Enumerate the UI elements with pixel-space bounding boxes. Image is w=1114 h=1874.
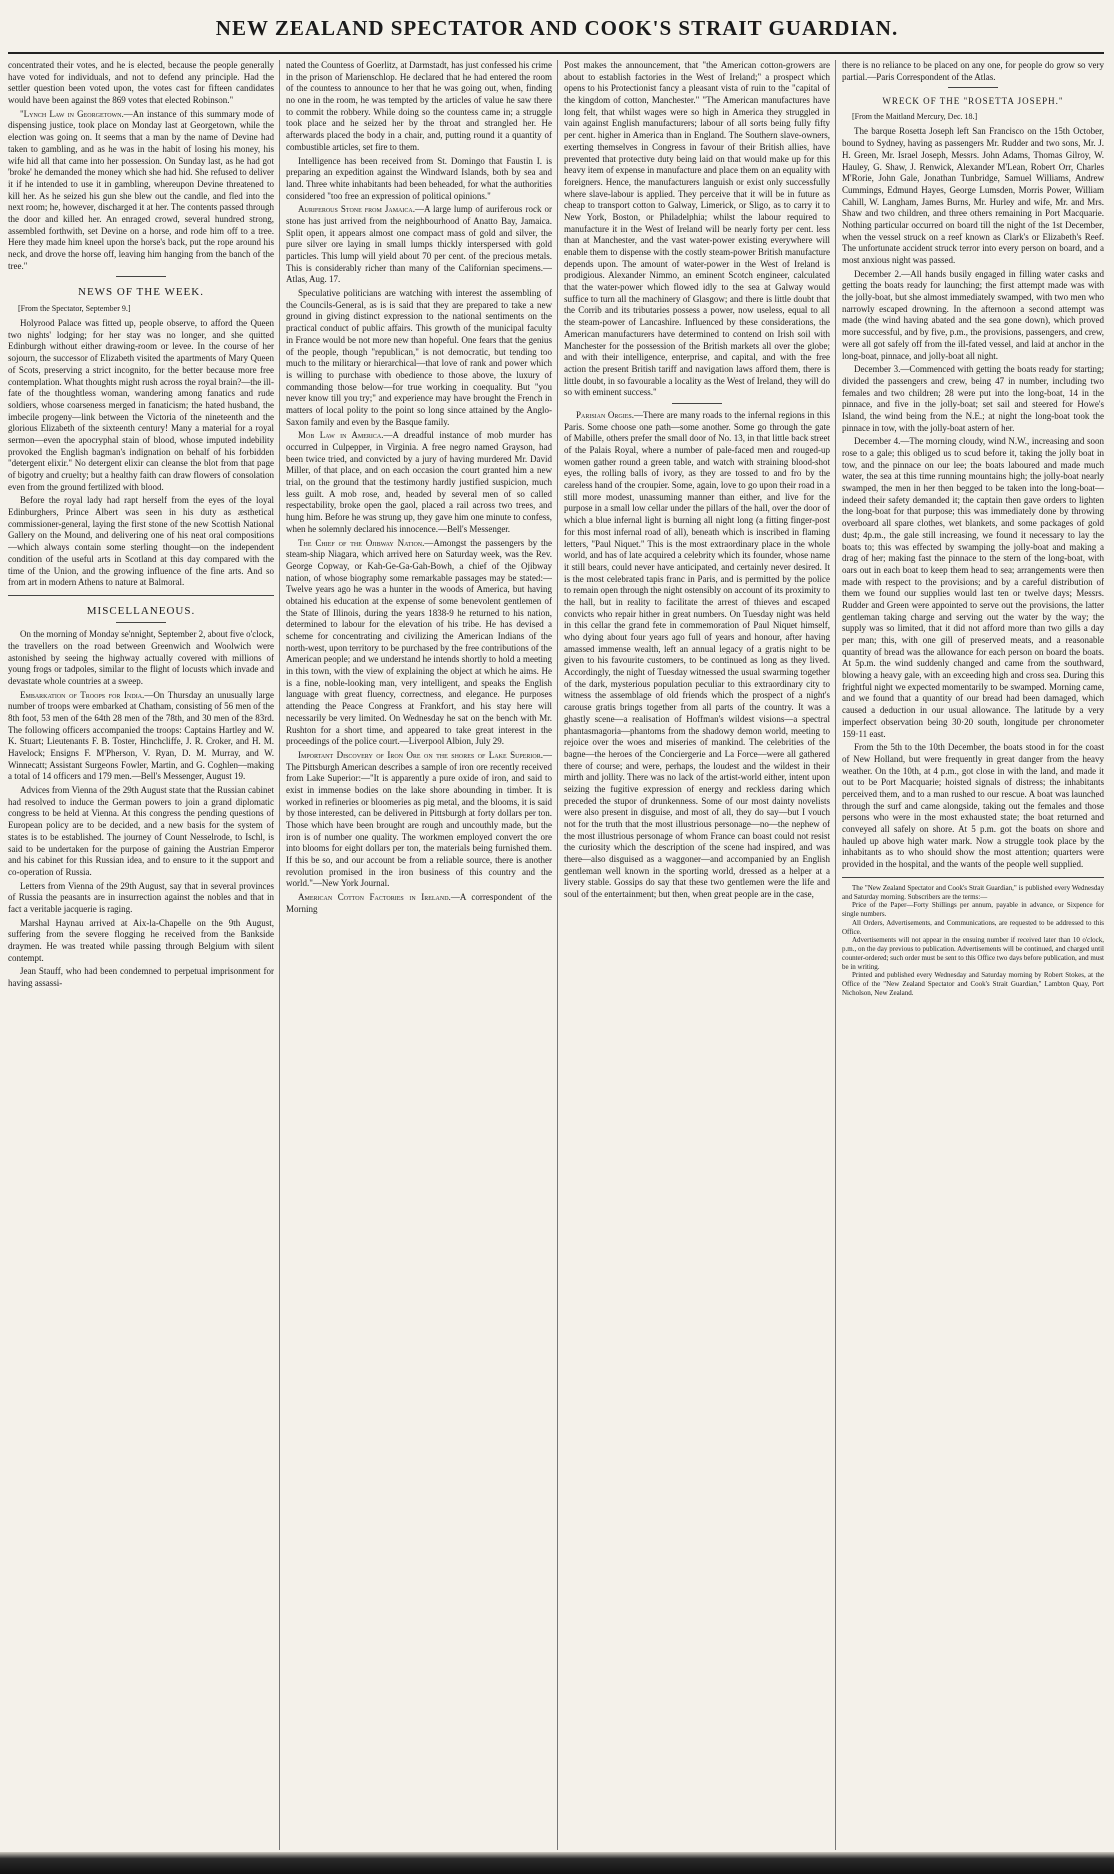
article-text: —An instance of this summary mode of dispensing justice, took place on Monday last at Georgetown, while the election was going on. It seems that a man by the name of Devine had taken to gambling, and as he was in the habit of losing his money, his wife hid all that came into her possession. On Sunday last, as he had got 'broke' he demanded the money which she had hid. She refused to deliver it if he intended to use it in gambling, whereupon Devine threatened to kill her. As he seized his gun she blew out the candle, and fled into the next room; he, however, discharged it at her. The contents passed through the door and killed her. An enraged crowd, several hundred strong, assembled forthwith, set Devine on a horse, and rode him off to a tree. Here they made him kneel upon the horse's back, put the rope around his neck, and drove the horse off, leaving him hanging from the banch of the tree.": [8, 108, 274, 271]
article-paragraph: Before the royal lady had rapt herself from the eyes of the loyal Edinburghers, Prince Albert was seen in his duty as æsthetical commissioner-general, laying the first stone of the new Scottish National Gallery on the Mound, and delivering one of his neat oral compositions—which always contain some sterling thought—on the independent condition of the useful arts in Scotland at this day compared with the time of the Union, and the growing influence of the fine arts. And so from art in modern Athens to nature at Balmoral.: [8, 495, 274, 588]
article-paragraph: The barque Rosetta Joseph left San Francisco on the 15th October, bound to Sydney, having as passengers Mr. Rudder and two sons, Mr. J. H. Green, Mr. Israel Joseph, Messrs. John Adams, Thomas Gilroy, W. Hauley, G. Shaw, J. Renwick, Alexander M'Lean, Robert Orr, Charles M'Rorie, John Gale, Jonathan Tunbridge, Samuel Williams, Andrew Cummings, Edmund Hayes, George Lumsden, Morris Power, William Cahill, W. Langham, James Burns, Mr. Hurley and wife, Mr. and Mrs. Shaw and two children, and three others remaining in Port Macquarie. Nothing particular occurred on board till the night of the 1st December, when the vessel struck on a reef known as Clark's or Elizabeth's Reef. The unfortunate accident struck terror into every person on board, and a most anxious night was passed.: [842, 126, 1104, 266]
article-text: —Amongst the passengers by the steam-ship Niagara, which arrived here on Saturday week, was the Rev. George Copway, or Kah-Ge-Ga-Gah-Bowh, a chief of the Ojibway nation, of whose biography some remarkable passages may be stated:—Twelve years ago he was a hunter in the woods of America, but having obtained his education at the expense of some benevolent gentlemen of the State of Illinois, during the years 1838-9 he returned to his nation, determined to labour for the elevation of his tribe. He has devised a scheme for concentrating and civilizing the American Indians of the north-west, upon territory to be purchased by the free contributions of the American people; and we understand he intends shortly to hold a meeting in this town, with the view of explaining the object at which he aims. He is a fine, noble-looking man, very intelligent, and speaks the English language with great fluency, correctness, and elegance. He purposes attending the Peace Congress at Frankfort, and his stay here will necessarily be very limited. On Wednesday he sat on the bench with Mr. Rushton for a short time, and appeared to take great interest in the proceedings of the police court.—Liverpool Albion, July 29.: [286, 537, 552, 747]
masthead: NEW ZEALAND SPECTATOR AND COOK'S STRAIT GUARDIAN.: [215, 16, 899, 40]
article-paragraph: On the morning of Monday se'nnight, September 2, about five o'clock, the travellers on the road between Greenwich and Woolwich were astonished by seeing the highway actually covered with millions of young frogs or tadpoles, similar to the flight of locusts which invade and devastate whole countries at a sweep.: [8, 629, 274, 686]
imprint-line: All Orders, Advertisements, and Communications, are requested to be addressed to this Office.: [842, 918, 1104, 936]
run-in-heading: American Cotton Factories in Ireland.: [298, 892, 451, 903]
divider: [948, 87, 998, 88]
divider: [116, 622, 166, 623]
article-paragraph: December 2.—All hands busily engaged in filling water casks and getting the boats ready for launching; the first attempt made was with the jolly-boat, but she almost immediately swamped, with two men who narrowly escaped drowning. In the afternoon a second attempt was made (the wind having abated and the sea gone down), which proved more successful, and by five, p.m., the provisions, passengers, and crew, were all got safely off from the ill-fated vessel, and laid at anchor in the long-boat, pinnace, and jolly-boat all night.: [842, 268, 1104, 361]
column-divider: [835, 60, 836, 1850]
article-paragraph: Intelligence has been received from St. Domingo that Faustin I. is preparing an expedition against the Windward Islands, both by sea and land. Three white inhabitants had been beheaded, for what the authorities considered "too free an expression of political opinions.": [286, 155, 552, 201]
run-in-heading: The Chief of the Ojibway Nation.: [298, 537, 425, 548]
article-paragraph: [8, 109, 274, 273]
article-paragraph: concentrated their votes, and he is elected, because the people generally have voted for individuals, and not to defend any principle. Had the settler question been voted upon, the votes cast for fifteen candidates would have been against the 869 votes that elected Robinson.": [8, 60, 274, 106]
column-divider: [557, 60, 558, 1850]
article-paragraph: Speculative politicians are watching with interest the assembling of the Councils-General, as is is said that they are prepared to take a new ground in giving distinct expression to the national sentiments on the practical conduct of public affairs. This growth of the municipal faculty in France would be not more new than hopeful. One fears that the genius of the people, though "republican," is not democratic, but tending too much to the military or hierarchical—that love of rank and power which is willing to purchase with obedience to those above, the luxury of commanding those below—for true working in coequality. But "you never know till you try;" and experience may have brought the French in matters of local polity to the point so long since attained by the Anglo-Saxon family and even by the Basque family.: [286, 288, 552, 427]
article-paragraph: From the 5th to the 10th December, the boats stood in for the coast of New Holland, but were frequently in great danger from the heavy weather. On the 10th, at 4 p.m., got close in with the land, and made it out to be Port Macquarie; hoisted signals of distress; the inhabitants perceived them, and to a man rushed to our rescue. A boat was launched through the surf and came alongside, taking out the females and those persons who were in the most exhausted state; the boat returned and conveyed all safely on shore. At 5 p.m. got the boats on shore and hauled up above high water mark. Now a struggle took place by the inhabitants as to who should show the most attention; quarters were provided in the hospital, and the wants of the people well supplied.: [842, 742, 1104, 870]
article-paragraph: Holyrood Palace was fitted up, people observe, to afford the Queen two nights' lodging; for her stay was no longer, and she quitted Edinburgh without either drawing-room or levee. In the course of her sojourn, the successor of Elizabeth visited the apartments of Mary Queen of Scots, preserving a strict incognito, for the better because more free contemplation. What thoughts might rush across the royal brain?—the ill-fate of the thoughtless woman, wandering among fanatics and rude soldiers, whose coarseness merged in fanaticism; the hated husband, the imbecile progeny—link between the Victoria of the nineteenth and the glorious Elizabeth of the sixteenth century! Many a material for a royal sermon—even the apocryphal stain of blood, whose imputed indebility provoked the English bagman's indignation on behalf of his forbidden "detergent elixir." No detergent elixir can cleanse the blot from that page of bigotry and cruelty; but a healthy faith can draw flowers of consolation even from the ground fertilized with blood.: [8, 318, 274, 492]
article-paragraph: Marshal Haynau arrived at Aix-la-Chapelle on the 9th August, suffering from the severe flogging he received from the Bankside draymen. He was treated while passing through Belgium with silent contempt.: [8, 917, 274, 963]
divider: [672, 403, 722, 404]
run-in-heading: Important Discovery of Iron Ore on the shores of Lake Superior.: [298, 749, 543, 760]
article-paragraph: [8, 690, 274, 784]
column-4: [842, 60, 1104, 1850]
article-text: —The Pittsburgh American describes a sample of iron ore recently received from Lake Superior:—"It is apparently a pure oxide of iron, and said to exist in immense bodies on the lake shore abounding in timber. It is worked in refineries or bloomeries as pig metal, and the blooms, it is said by those interested, can be delivered in Pittsburgh at forty dollars per ton. Those which have been brought are rough and uncouthly made, but the iron is of number one quality. The workmen employed convert the ore into blooms for eight dollars per ton, the materials being furnished them. If this be so, and our account be from a reliable source, there is another revolution promised in the iron business of this country and the world."—New York Journal.: [286, 749, 552, 889]
imprint-line: Advertisements will not appear in the ensuing number if received later than 10 o'clock, p.m., on the day previous to publication. Advertisements will be continued, and charged until counter-ordered; such order must be sent to this Office two days before publication, and must be in writing.: [842, 936, 1104, 971]
article-paragraph: [564, 410, 830, 901]
run-in-heading: Auriferous Stone from Jamaica.: [298, 204, 415, 215]
run-in-heading: Embarkation of Troops for India.: [20, 689, 145, 700]
article-paragraph: Letters from Vienna of the 29th August, say that in several provinces of Russia the peasants are in insurrection against the nobles and that in fact a veritable jacquerie is raging.: [8, 880, 274, 914]
article-paragraph: Advices from Vienna of the 29th August state that the Russian cabinet had resolved to induce the German powers to join a grand diplomatic congress to be held at Vienna. At this congress the pending questions of European policy are to be decided, and a new basis for the system of states is to be established. The journey of Count Nesselrode, to Ischl, is said to be undertaken for the purpose of gaining the Austrian Emperor and his cabinet for this Russian idea, and to ensure to it the support and co-operation of Russia.: [8, 785, 274, 877]
source-line: [From the Spectator, September 9.]: [18, 303, 131, 313]
article-text: —There are many roads to the infernal regions in this Paris. Some choose one path—some another. Some go through the gate of Mabille, others prefer the small door of No. 13, in that little back street of the Palais Royal, where a number of pale-faced men and rouged-up women gather round a green table, and watch with straining blood-shot eyes, the rolling balls of ivory, as they are tossed to and fro by the careless hand of the croupier. Some, again, love to go upon their road in a still more modest, unassuming manner than either, and live for the purpose in a small low cellar under the pillars of the hall, over the door of which a blue infernal light is burning all night long (a fitting finger-post for this most infernal road of all), beneath which is inscribed in flaming letters, "Paul Niquet." This is the most extraordinary place in the whole world, and has of late acquired a celebrity which its founder, whose name it still bears, could never have anticipated, and certainly never desired. It is the most celebrated tapis franc in Paris, and is permitted by the police to remain open through the night ostensibly on account of its proximity to the hall, but in reality to facilitate the arrest of thieves and escaped convicts who repair hither in great numbers. On Tuesday night was held in this cellar the grand fete in commemoration of Paul Niquet himself, who dying about four years ago full of years and honour, after having amassed immense wealth, left an annual legacy of a gratis night to be given to his favourite customers, to be continued as long as they lived. Accordingly, the night of Tuesday witnessed the usual swarming together of the dark, mysterious population peculiar to this extraordinary city to witness the assemblage of old friends which the prospect of a night's carouse gratis brings together from all parts of the country. It was a ghastly scene—a realisation of Hoffman's wildest visions—a spectral phantasmagoria—phantoms from the shadowy demon world, meeting to rejoice over the woes and miseries of mankind. The celebrities of the bagne—the heroes of the Conciergerie and La Force—were all gathered there of course; and were, perhaps, the loudest and the wildest in their mirth and jollity. There was no lack of the artist-world either, intent upon seizing the fugitive expression of energy and reckless daring which preceded the stupor of drunkenness. Some of our most dainty novelists were also present in disguise, and most of all, they do say—but I vouch not for the truth that the most illustrious personage—no—the nephew of the most illustrious personage of whom France can boast could not resist the curiosity which the description of the scene had inspired, and was there—also disguised as a waggoner—and accompanied by an English gentleman well known in the sporting world, dressed as a helper at a livery stable. Gossips do say that these two gentlemen were the life and soul of the entertainment; but then, when great people are in the case,: [564, 409, 830, 900]
article-paragraph: nated the Countess of Goerlitz, at Darmstadt, has just confessed his crime in the prison of Marienschlop. He declared that he had entered the room of the countess to announce to her that he was going out, when, finding no one in the room, he was tempted by the articles of value he saw there to commit the robbery. While doing so the countess came in; a struggle took place and he seized her by the throat and strangled her. He afterwards placed the body in a chair, and, putting round it a quantity of combustible articles, set fire to them.: [286, 60, 552, 152]
publication-imprint: [842, 884, 1104, 998]
article-paragraph: December 3.—Commenced with getting the boats ready for starting; divided the passengers and crew, being 47 in number, including two females and two children; 28 were put into the long-boat, 14 in the pinnace, and five in the jolly-boat; set sail and steered for Howe's Island, the wind being from the N.E.; at night the long-boat took the pinnace in tow, with the jolly-boat astern of her.: [842, 364, 1104, 433]
article-paragraph: [286, 892, 552, 915]
article-text: —A dreadful instance of mob murder has occurred in Culpepper, in Virginia. A free negro named Grayson, had been twice tried, and convicted by a jury of having murdered Mr. David Miller, of that place, and on each occasion the court granted him a new trial, on the ground that the testimony hardly justified suspicion, much less guilt. A mob rose, and, headed by several men of so called respectability, broke open the gaol, placed a rail across two trees, and hung him. Before he was strung up, they gave him one minute to confess, when he solemnly declared his innocence.—Bell's Messenger.: [286, 430, 552, 534]
column-3: [564, 60, 830, 1850]
run-in-heading: Parisian Orgies.: [576, 409, 634, 420]
article-paragraph: [286, 204, 552, 286]
article-text: —On Thursday an unusually large number of troops were embarked at Chatham, consisting of 56 men of the 8th foot, 53 men of the 64th 28 men of the 78th, and 30 men of the 83rd. The following officers accompanied the troops: Captains Hartley and W. K. Stuart; Lieutenants F. B. Toster, Hinchcliffe, J. R. Croker, and H. M. Havelock; Ensigns F. M'Pherson, V. Ryan, D. M. Murray, and W. Winnecatt; Assistant Surgeons Fowler, Martin, and G. Coghlen—making a total of 14 officers and 179 men.—Bell's Messenger, August 19.: [8, 689, 274, 782]
divider: [842, 877, 1104, 878]
article-paragraph: December 4.—The morning cloudy, wind N.W., increasing and soon rose to a gale; this obliged us to scud before it, taking the jolly boat in tow, and the pinnace on our lee; the boats laboured and made much water, the sea at this time running mountains high; the jolly-boat nearly swamped, the men in her then begged to be taken into the long-boat—indeed their safety demanded it; the captain then gave orders to lighten the long-boat for that purpose; this was immediately done by throwing overboard all spare clothes, wet blankets, and some packages of gold dust; 4p.m., the gale still increasing, we found it necessary to lay the boats to; this was effected by swamping the jolly-boat and making a drag of her; making fast the pinnace to the stern of the long-boat, with oars out in each boat to keep them head to sea; arrangements were then made with respect to the provisions; and by a careful distribution of them we found our supplies would last ten or twelve days; Messrs. Rudder and Green were appointed to serve out the provisions, the latter gentleman taking charge and serving out the water by the way; the supply was so limited, that it did not afford more than two gills a day per man; this, with one gill of preserved meats, and a reasonable quantity of bread was the allowance for each person on board the boats. At 5p.m. the wind suddenly changed and came from the southward, blowing a heavy gale, with an exceeding high and cross sea. During this frightful night we expected momentarily to be swamped. Morning came, and we found that a quantity of our bread had been damaged, which caused a deduction in our usual allowance. The latitude by a very imperfect observation being 30·20 south, longitude per chronometer 159·11 east.: [842, 436, 1104, 739]
imprint-line: The "New Zealand Spectator and Cook's Strait Guardian," is published every Wednesday and Saturday morning. Subscribers are the terms:—: [842, 883, 1104, 901]
article-paragraph: there is no reliance to be placed on any one, for people do grow so very partial.—Paris Correspondent of the Atlas.: [842, 60, 1104, 82]
scan-edge: [0, 1852, 1114, 1874]
divider: [8, 595, 274, 596]
source-line: [From the Maitland Mercury, Dec. 18.]: [852, 112, 978, 122]
column-1: [8, 60, 274, 1850]
article-paragraph: Jean Stauff, who had been condemned to perpetual imprisonment for having assassi-: [8, 966, 274, 989]
article-paragraph: [286, 750, 552, 890]
article-text: —A correspondent of the Morning: [286, 892, 552, 914]
imprint-line: Printed and published every Wednesday and Saturday morning by Robert Stokes, at the Office of the "New Zealand Spectator and Cook's Strait Guardian," Lambton Quay, Port Nicholson, New Zealand.: [842, 971, 1104, 997]
article-text: —A large lump of auriferous rock or stone has just arrived from the neighbourhood of Anatto Bay, Jamaica. Split open, it appears almost one compact mass of gold and silver, the pure silver ore laying in small lumps thickly interspersed with gold particles. This lump will yield about 70 per cent. of the precious metals. This is considerably richer than many of the Californian specimens.—Atlas, Aug. 17.: [286, 204, 552, 285]
section-heading-news: NEWS OF THE WEEK.: [78, 286, 204, 299]
section-heading-wreck: WRECK OF THE "ROSETTA JOSEPH.": [882, 96, 1064, 107]
run-in-heading: "Lynch Law in Georgetown.: [20, 108, 124, 119]
column-divider: [279, 60, 280, 1850]
article-paragraph: [286, 538, 552, 748]
masthead-rule: [8, 52, 1104, 54]
run-in-heading: Mob Law in America.: [298, 430, 384, 441]
imprint-line: Price of the Paper—Forty Shillings per annum, payable in advance, or Sixpence for single numbers.: [842, 901, 1104, 919]
divider: [116, 276, 166, 277]
article-paragraph: Post makes the announcement, that "the American cotton-growers are about to establish factories in the West of Ireland;" a prospect which opens to his Protectionist fancy a pleasant vista of ruin to the "capital of the kingdom of cotton, Manchester." "The American manufactures have long felt, that whilst wages were so high in America they struggled in vain against English manufacturers; labour of all sorts being fully fifty per cent. higher in America than in England. The Southern slave-owners, exerting themselves in Congress in favour of their British allies, have prevented that protective duty being laid on that would make up for this heavy item of expense in manufacture and place them on an equality with foreigners. Hence, the manufacturers languish or exist only successfully where slave-labour is applied. They perceive that it will be in future as cheap to transport cotton to Galway, Limerick, or Sligo, as to carry it to New York, Boston, or Philadelphia; whilst the labour required to manufacture it in the West of Ireland will be nearly forty per cent. less than at Manchester, and the vast water-power existing everywhere will enable them to dispense with the costly steam-power British manufacture depends upon. The amount of water-power in the West of Ireland is prodigious. Alexander Nimmo, an eminent Scotch engineer, calculated that the water-power which flowed idly to the sea at Galway would suffice to turn all the machinery of Glasgow; and there is little doubt that the Corrib and its tributaries possess a power, now useless, equal to all the steam-power of Lancashire. Influenced by these considerations, the American manufacturers have determined to contend on Irish soil with Manchester for the possession of the British markets all over the globe; and with their intelligence, enterprise, and capital, and with the free action the present British tariff and navigation laws afford them, there is little doubt, in so favourable a locality as the West of Ireland, they will do so with eminent success.": [564, 60, 830, 398]
article-paragraph: [286, 430, 552, 535]
section-heading-miscellaneous: MISCELLANEOUS.: [86, 604, 196, 617]
column-2: [286, 60, 552, 1850]
